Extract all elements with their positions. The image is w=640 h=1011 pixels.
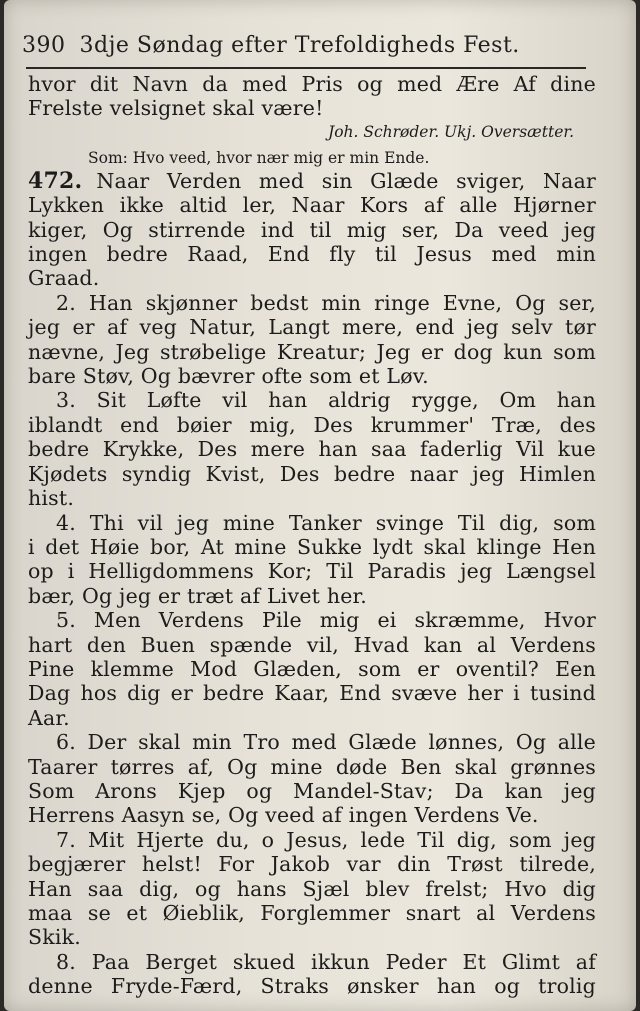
verse-line: bær, Og jeg er træt af Livet her.: [28, 583, 368, 608]
verse-line: 5. Men Verdens Pile mig ei skræmme, Hvor: [56, 608, 596, 633]
header-rule: [26, 67, 586, 69]
verse-line: i det Høie bor, At mine Sukke lydt skal klinge Hen: [28, 534, 596, 559]
verse-line: bedre Krykke, Des mere han saa faderlig Vil kue: [28, 437, 596, 462]
verse-line: 472. Naar Verden med sin Glæde sviger, Naar: [28, 167, 596, 194]
verse-line: begjærer helst! For Jakob var din Trøst tilrede,: [28, 852, 596, 877]
verse-line: Som Arons Kjep og Mandel-Stav; Da kan jeg: [28, 778, 596, 803]
melody-note: Som: Hvo veed, hvor nær mig er min Ende.: [88, 148, 430, 167]
verse-line: Pine klemme Mod Glæden, som er oventil? Een: [28, 656, 596, 681]
prev-hymn-line: Frelste velsignet skal være!: [28, 96, 324, 121]
verse-line: 2. Han skjønner bedst min ringe Evne, Og ser,: [56, 290, 596, 315]
verse-line: bare Støv, Og bævrer ofte som et Løv.: [28, 364, 429, 389]
verse-line: maa se et Øieblik, Forglemmer snart al Verdens: [28, 901, 596, 925]
verse-line: Kjødets syndig Kvist, Des bedre naar jeg Himlen: [28, 461, 596, 486]
verse-line: Skik.: [28, 925, 81, 950]
verse-line: jeg er af veg Natur, Langt mere, end jeg selv tør: [28, 315, 596, 340]
verse-line: Aar.: [28, 705, 70, 730]
running-title: 3dje Søndag efter Trefoldigheds Fest.: [79, 33, 520, 58]
verse-line: 6. Der skal min Tro med Glæde lønnes, Og alle: [56, 730, 596, 755]
verse-line: nævne, Jeg strøbelige Kreatur; Jeg er dog kun som: [28, 339, 596, 364]
verse-line: hart den Buen spænde vil, Hvad kan al Verdens: [28, 632, 596, 657]
verse-line: kiger, Og stirrende ind til mig ser, Da veed jeg: [28, 217, 596, 242]
verse-line: hist.: [28, 486, 75, 511]
verse-line: Han saa dig, og hans Sjæl blev frelst; Hvo dig: [28, 876, 596, 901]
book-page: [4, 0, 636, 1011]
verse-line: Taarer tørres af, Og mine døde Ben skal grønnes: [28, 754, 596, 779]
verse-line: Herrens Aasyn se, Og veed af ingen Verdens Ve.: [28, 803, 539, 828]
page-body: [28, 72, 596, 999]
verse-line: op i Helligdommens Kor; Til Paradis jeg Længsel: [28, 559, 596, 584]
verse-line: 7. Mit Hjerte du, o Jesus, lede Til dig, som jeg: [56, 827, 596, 852]
hymn-number: 472.: [28, 167, 83, 194]
verse-line: iblandt end bøier mig, Des krummer' Træ, des: [28, 412, 596, 437]
page-number: 390: [22, 33, 66, 58]
verse-line: Graad.: [28, 266, 100, 291]
prev-hymn-line: hvor dit Navn da med Pris og med Ære Af dine: [28, 72, 596, 96]
verse-line: Dag hos dig er bedre Kaar, End svæve her i tusind: [28, 681, 596, 706]
verse-line: 3. Sit Løfte vil han aldrig rygge, Om han: [56, 388, 596, 413]
verse-line: Lykken ikke altid ler, Naar Kors af alle Hjørner: [28, 193, 596, 218]
attribution: Joh. Schrøder. Ukj. Oversætter.: [327, 122, 574, 141]
verse-line: denne Fryde-Færd, Straks ønsker han og trolig: [28, 974, 596, 999]
running-header: [22, 33, 588, 58]
verse-line: 4. Thi vil jeg mine Tanker svinge Til dig, som: [56, 510, 596, 535]
verse-line: ingen bedre Raad, End fly til Jesus med min: [28, 242, 596, 267]
verse-line: 8. Paa Berget skued ikkun Peder Et Glimt af: [56, 949, 596, 974]
